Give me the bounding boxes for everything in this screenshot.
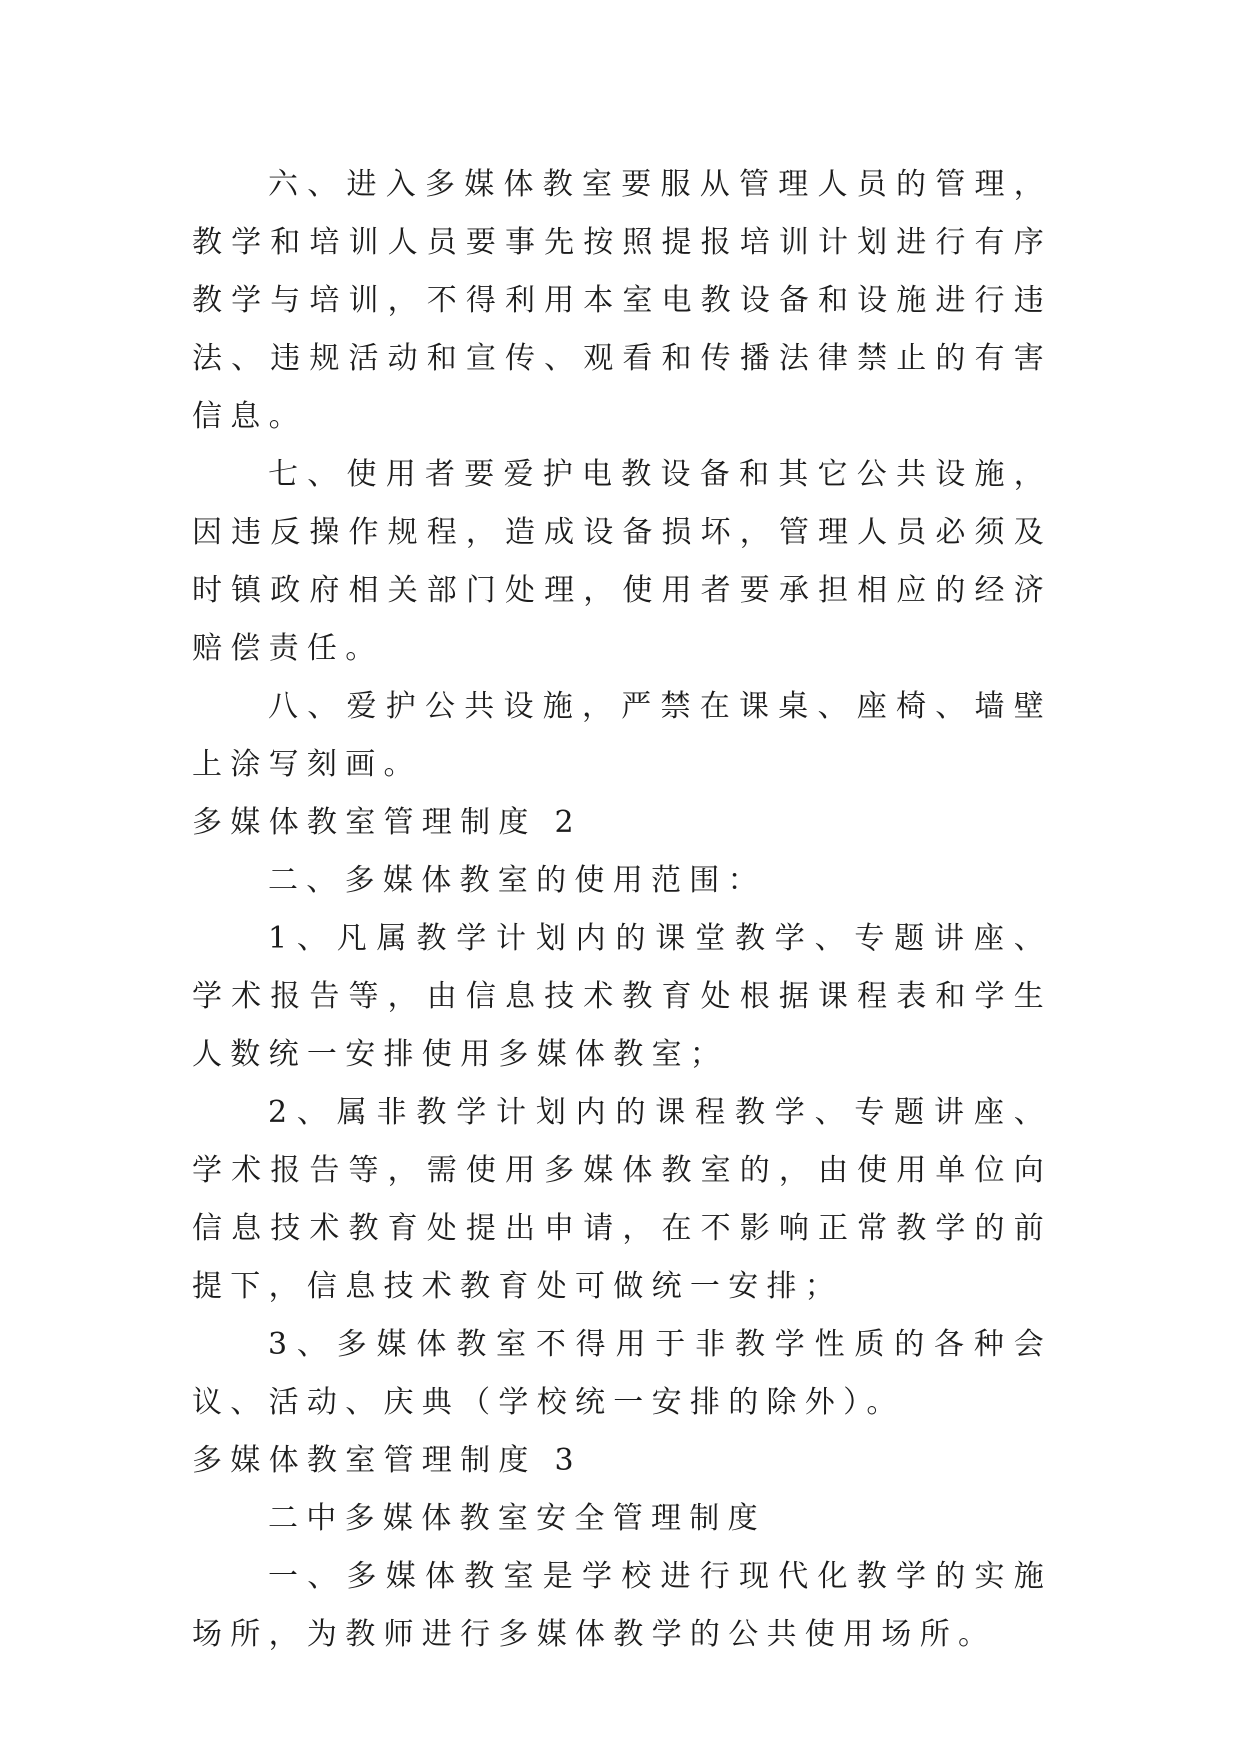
paragraph-rule-7: 七、使用者要爱护电教设备和其它公共设施，因违反操作规程，造成设备损坏，管理人员必须及时镇政府相关部门处理，使用者要承担相应的经济赔偿责任。	[192, 457, 1052, 666]
paragraph-usage-scope: 二、多媒体教室的使用范围：	[268, 863, 766, 898]
paragraph-scope-item-3: 3、多媒体教室不得用于非教学性质的各种会议、活动、庆典（学校统一安排的除外）。	[192, 1327, 1052, 1420]
paragraph-subtitle: 二中多媒体教室安全管理制度	[268, 1501, 766, 1536]
paragraph-rule-6: 六、进入多媒体教室要服从管理人员的管理，教学和培训人员要事先按照提报培训计划进行有序教学与培训，不得利用本室电教设备和设施进行违法、违规活动和宣传、观看和传播法律禁止的有害信息。	[192, 167, 1052, 434]
paragraph-scope-item-1: 1、凡属教学计划内的课堂教学、专题讲座、学术报告等，由信息技术教育处根据课程表和学生人数统一安排使用多媒体教室；	[192, 921, 1052, 1072]
section-heading-2: 多媒体教室管理制度 2	[192, 805, 582, 840]
section-heading-3: 多媒体教室管理制度 3	[192, 1443, 582, 1478]
paragraph-rule-8: 八、爱护公共设施，严禁在课桌、座椅、墙壁上涂写刻画。	[192, 689, 1052, 782]
document-body	[192, 156, 1052, 1664]
paragraph-safety-rule-1: 一、多媒体教室是学校进行现代化教学的实施场所，为教师进行多媒体教学的公共使用场所。	[192, 1559, 1052, 1652]
paragraph-scope-item-2: 2、属非教学计划内的课程教学、专题讲座、学术报告等，需使用多媒体教室的，由使用单位向信息技术教育处提出申请，在不影响正常教学的前提下，信息技术教育处可做统一安排；	[192, 1095, 1052, 1304]
